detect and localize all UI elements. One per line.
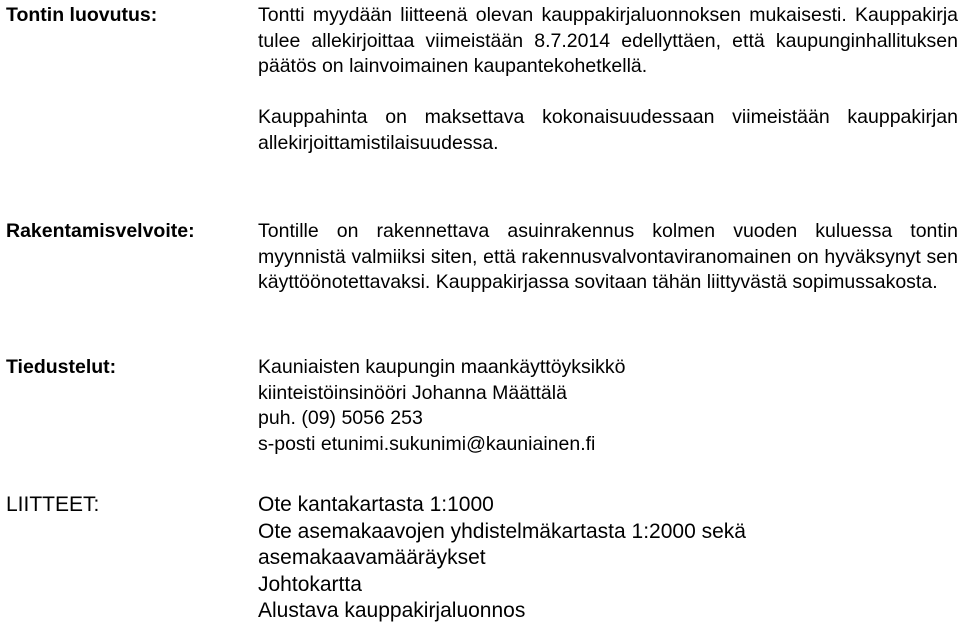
contact-line: Kauniaisten kaupungin maankäyttöyksikkö: [258, 356, 626, 378]
contact-email: s-posti etunimi.sukunimi@kauniainen.fi: [258, 432, 596, 455]
attachment-item: Alustava kauppakirjaluonnos: [258, 599, 526, 622]
section-label: Rakentamisvelvoite:: [6, 220, 195, 242]
attachment-item: Ote asemakaavojen yhdistelmäkartasta 1:2000 sekä asemakaavamääräykset: [258, 519, 746, 569]
attachments-label: LIITTEET:: [6, 493, 100, 516]
contact-line: kiinteistöinsinööri Johanna Määttälä: [258, 381, 567, 404]
attachment-item: Ote kantakartasta 1:1000: [258, 493, 494, 516]
section-label: Tontin luovutus:: [6, 4, 158, 26]
section-label: Tiedustelut:: [6, 356, 117, 378]
contact-phone: puh. (09) 5056 253: [258, 407, 423, 429]
section-content: [258, 219, 960, 296]
attachment-item: Johtokartta: [258, 572, 362, 596]
paragraph: Tontille on rakennettava asuinrakennus kolmen vuoden kuluessa tontin myynnistä valmiiksi siten, että rakennusvalvontaviranomainen on hyväksynyt sen käyttöönotettavaksi. Kauppakirjassa sovitaan tähän liittyvästä sopimussakosta.: [258, 220, 958, 293]
paragraph: Kauppahinta on maksettava kokonaisuudessaan viimeistään kauppakirjan allekirjoittamistilaisuudessa.: [258, 106, 958, 154]
attachments-list: [258, 492, 898, 625]
contact-info: [258, 355, 960, 457]
paragraph: Tontti myydään liitteenä olevan kauppakirjaluonnoksen mukaisesti. Kauppakirja tulee allekirjoittaa viimeistään 8.7.2014 edellyttäen, että kaupunginhallituksen päätös on lainvoimainen kaupantekohetkellä.: [258, 4, 958, 77]
section-content: [258, 3, 960, 156]
